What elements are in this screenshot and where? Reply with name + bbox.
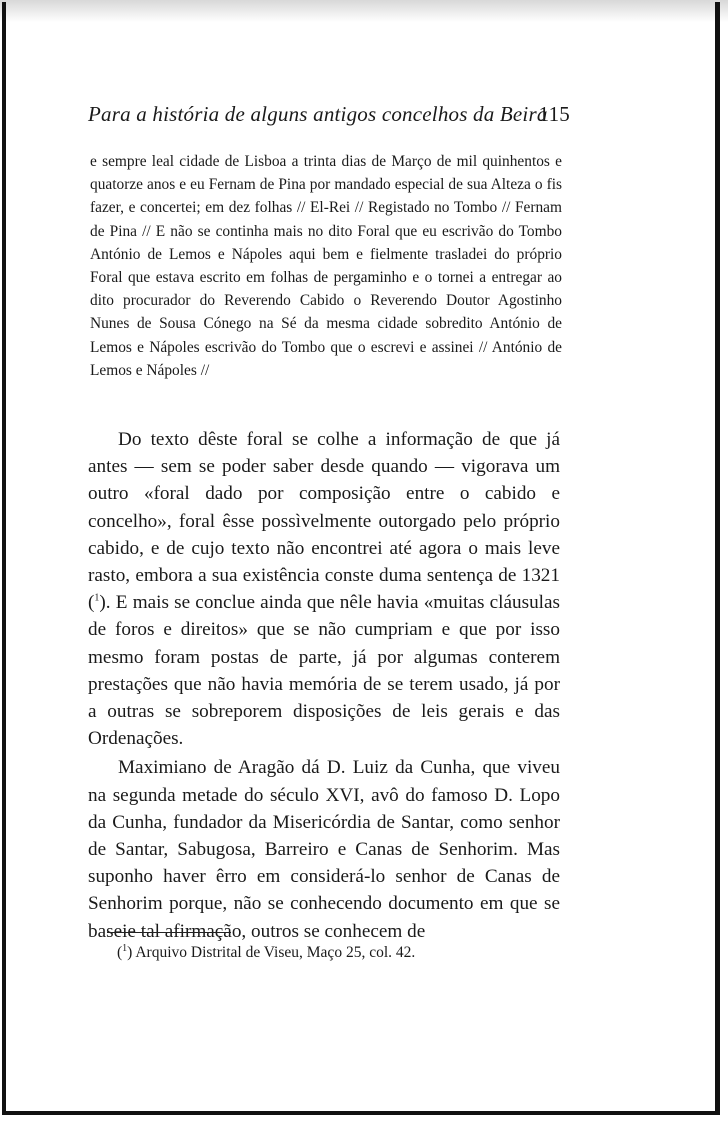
header-title: Para a história de alguns antigos concelhos da Beira	[88, 102, 548, 126]
footnote-divider	[107, 932, 231, 933]
paragraph	[88, 426, 560, 752]
body-text	[88, 426, 560, 945]
paragraph-text: Do texto dêste foral se colhe a informação de que já antes — sem se poder saber desde quando — vigorava um outro «foral dado por composição entre o cabido e concelho», foral êsse possìvelmente outorgado pelo próprio cabido, e de cujo texto não encontrei até agora o mais leve rasto, embora a sua existência conste duma sentença de 1321 (	[88, 429, 560, 614]
footnote-text: Arquivo Distrital de Viseu, Maço 25, col. 42.	[135, 944, 416, 961]
footnote: ($^1$) Arquivo Distrital de Viseu, Maço 25, col. 42.	[117, 942, 416, 961]
footnote-reference: 1	[94, 592, 100, 604]
page-number: 115	[538, 102, 570, 126]
paragraph: Maximiano de Aragão dá D. Luiz da Cunha, que viveu na segunda metade do século XVI, avô do famoso D. Lopo da Cunha, fundador da Misericórdia de Santar, como senhor de Santar, Sabugosa, Barreiro e Canas de Senhorim. Mas suponho haver êrro em considerá-lo senhor de Canas de Senhorim porque, não se conhecendo documento em que se baseie tal afirmação, outros se conhecem de	[88, 757, 560, 942]
running-header	[88, 100, 570, 128]
paragraph-text: ). E mais se conclue ainda que nêle havia «muitas cláusulas de foros e direitos» que se não cumpriam e que por isso mesmo foram postas de parte, já por algumas conterem prestações que não havia memória de se terem usado, já por a outras se sobreporem disposições de leis gerais e das Ordenações.	[88, 592, 560, 750]
charter-transcription: e sempre leal cidade de Lisboa a trinta dias de Março de mil quinhentos e quatorze anos e eu Fernam de Pina por mandado especial de sua Alteza o fis fazer, e concertei; em dez folhas // El-Rei // Registado no Tombo // Fernam de Pina // E não se continha mais no dito Foral que eu escrivão do Tombo António de Lemos e Nápoles aqui bem e fielmente trasladei do próprio Foral que estava escrito em folhas de pergaminho e o tornei a entregar ao dito procurador do Reverendo Cabido o Reverendo Doutor Agostinho Nunes de Sousa Cónego na Sé da mesma cidade sobredito António de Lemos e Nápoles escrivão do Tombo que o escrevi e assinei // António de Lemos e Nápoles //	[90, 153, 562, 379]
footnote-marker: 1	[122, 942, 128, 954]
